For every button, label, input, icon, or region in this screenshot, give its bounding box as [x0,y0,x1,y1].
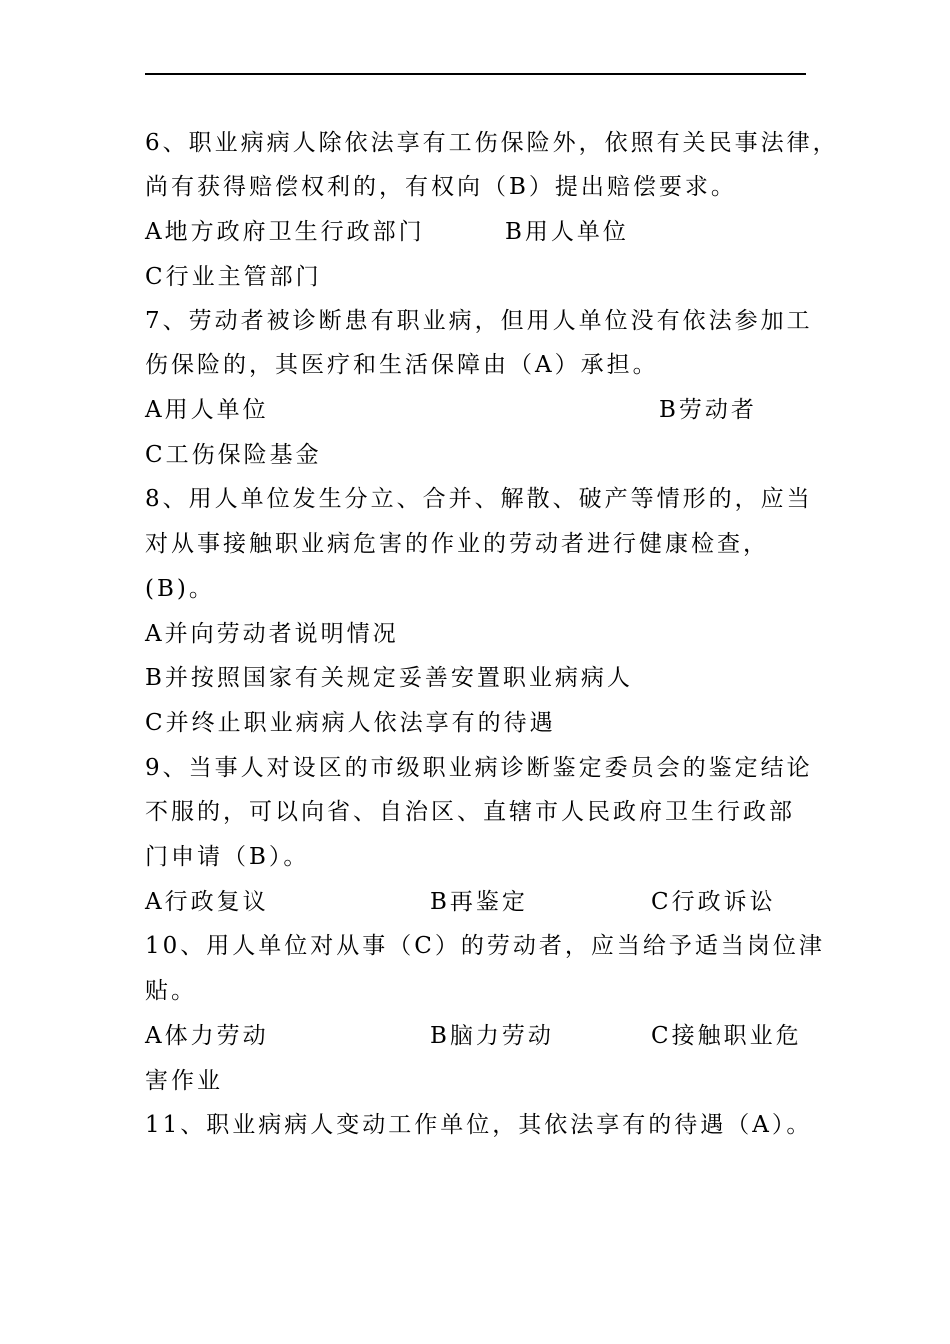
q7-stem-line2: 伤保险的，其医疗和生活保障由（A）承担。 [145,352,659,378]
q9-option-b: B再鉴定 [430,889,528,915]
q11-stem-line1: 11、职业病病人变动工作单位，其依法享有的待遇（A）。 [145,1112,813,1138]
q8-option-c: C并终止职业病病人依法享有的待遇 [145,710,556,736]
q7-stem-line1: 7、劳动者被诊断患有职业病，但用人单位没有依法参加工 [145,308,813,334]
q9-option-c: C行政诉讼 [651,889,776,915]
q8-stem-line2: 对从事接触职业病危害的作业的劳动者进行健康检查， [145,531,769,557]
q7-option-c: C工伤保险基金 [145,442,322,468]
q10-stem-line1: 10、用人单位对从事（C）的劳动者，应当给予适当岗位津 [145,933,825,959]
q6-option-b: B用人单位 [505,219,629,245]
q10-option-c-continued: 害作业 [145,1068,223,1094]
q8-option-a: A并向劳动者说明情况 [145,621,399,647]
q10-option-a: A体力劳动 [145,1023,269,1049]
q9-stem-line2: 不服的，可以向省、自治区、直辖市人民政府卫生行政部 [145,799,795,825]
q6-option-c: C行业主管部门 [145,264,322,290]
q6-stem-line2: 尚有获得赔偿权利的，有权向（B）提出赔偿要求。 [145,174,737,200]
q8-stem-line3: (B)。 [145,576,215,602]
header-rule [145,73,806,75]
q7-option-a: A用人单位 [145,397,269,423]
q7-option-b: B劳动者 [659,397,757,423]
q9-option-a: A行政复议 [145,889,269,915]
q10-option-c: C接触职业危 [651,1023,802,1049]
q6-option-a: A地方政府卫生行政部门 [145,219,425,245]
q6-stem-line1: 6、职业病病人除依法享有工伤保险外，依照有关民事法律， [145,130,839,156]
q10-option-b: B脑力劳动 [430,1023,554,1049]
q8-option-b: B并按照国家有关规定妥善安置职业病病人 [145,665,633,691]
q9-stem-line1: 9、当事人对设区的市级职业病诊断鉴定委员会的鉴定结论 [145,755,813,781]
q8-stem-line1: 8、用人单位发生分立、合并、解散、破产等情形的，应当 [145,486,813,512]
q10-stem-line2: 贴。 [145,978,197,1004]
q9-stem-line3: 门申请（B）。 [145,844,310,870]
